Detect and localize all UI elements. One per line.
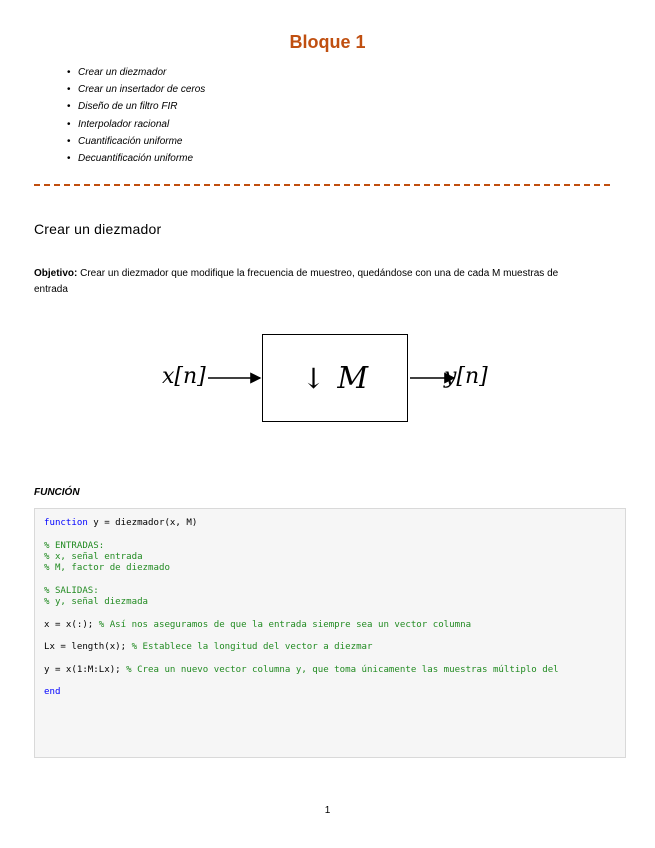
toc-item[interactable]: • Cuantificación uniforme: [66, 133, 205, 150]
output-signal-label: y[n]: [444, 364, 488, 389]
objective-text: Crear un diezmador que modifique la frecuencia de muestreo, quedándose con una de cada M muestras de entrada: [34, 268, 559, 295]
code-text: x = x(:);: [44, 619, 99, 630]
decimator-label: [262, 334, 408, 422]
code-comment: % x, señal entrada: [44, 551, 143, 562]
toc-item[interactable]: • Decuantificación uniforme: [66, 150, 205, 167]
objective-label: Objetivo:: [34, 268, 78, 279]
toc-item[interactable]: • Crear un diezmador: [66, 64, 205, 81]
code-block: [34, 508, 626, 758]
code-comment: % SALIDAS:: [44, 585, 99, 596]
down-arrow-icon: ↓: [301, 361, 326, 395]
toc-item[interactable]: • Crear un insertador de ceros: [66, 81, 205, 98]
code-comment: % ENTRADAS:: [44, 540, 105, 551]
code-listing: [44, 518, 559, 699]
code-comment: % Establece la longitud del vector a diezmar: [131, 642, 373, 653]
page-number: 1: [324, 805, 331, 816]
block-diagram: [150, 326, 510, 432]
objective-paragraph: [34, 266, 594, 298]
code-comment: % Crea un nuevo vector columna y, que toma únicamente las muestras múltiplo del: [126, 664, 559, 675]
table-of-contents: [66, 64, 205, 167]
function-heading: FUNCIÓN: [34, 487, 80, 498]
code-comment: % M, factor de diezmado: [44, 563, 170, 574]
input-signal-label: x[n]: [162, 364, 206, 389]
section-separator: [34, 184, 610, 186]
toc-item[interactable]: • Diseño de un filtro FIR: [66, 98, 205, 115]
code-text: y = diezmador(x, M): [87, 518, 198, 528]
factor-label: M: [337, 360, 369, 396]
code-keyword: function: [44, 518, 88, 528]
toc-item[interactable]: • Interpolador racional: [66, 116, 205, 133]
code-comment: % y, señal diezmada: [44, 597, 149, 608]
code-comment: % Así nos aseguramos de que la entrada siempre sea un vector columna: [98, 619, 472, 630]
code-text: y = x(1:M:Lx);: [44, 664, 127, 675]
page-title: Bloque 1: [289, 32, 366, 52]
code-text: Lx = length(x);: [44, 642, 132, 653]
section-heading: Crear un diezmador: [34, 221, 162, 237]
code-keyword: end: [44, 687, 61, 698]
